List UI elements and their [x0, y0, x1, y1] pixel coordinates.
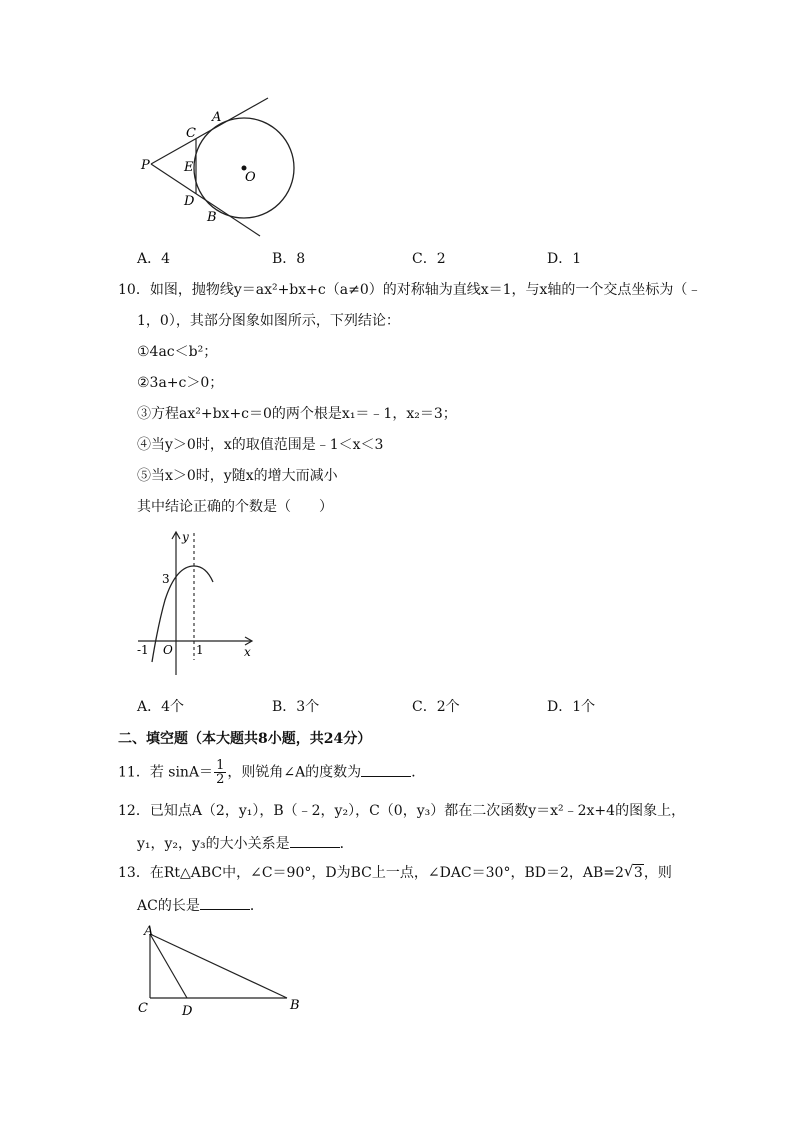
- q13-line1-prefix: 13．在Rt△ABC中，∠C＝90°，D为BC上一点，∠DAC＝30°，BD＝2，AB=2: [118, 865, 624, 881]
- x-label: x: [244, 645, 251, 659]
- q11-denominator: 2: [216, 772, 225, 787]
- q10-statement-5: ⑤当x＞0时，y随x的增大而减小: [137, 468, 338, 484]
- q13-sqrt-value: 3: [633, 865, 643, 881]
- q11-suffix: ，则锐角∠A的度数为: [227, 764, 362, 781]
- q11-line: [118, 759, 425, 789]
- q10-option-c[interactable]: C．2个: [412, 699, 460, 715]
- tick-1-label: 1: [196, 643, 204, 657]
- q12-line1: 12．已知点A（2，y₁），B（﹣2，y₂），C（0，y₃）都在二次函数y＝x²﹣2x+4的图象上，: [118, 803, 686, 819]
- q11-answer-blank[interactable]: [361, 762, 411, 777]
- q10-stem-line2: 1，0），其部分图象如图所示，下列结论：: [137, 313, 400, 329]
- q10-statement-4: ④当y＞0时，x的取值范围是﹣1＜x＜3: [137, 437, 384, 453]
- origin-label: O: [163, 643, 173, 657]
- q10-parabola-graph: [130, 525, 260, 680]
- q10-option-b[interactable]: B．3个: [272, 699, 320, 715]
- label-c: C: [186, 126, 196, 141]
- q11-end: ．: [411, 764, 426, 781]
- label-o: O: [245, 170, 256, 185]
- q13-sqrt: [624, 864, 644, 882]
- q10-statement-2: ②3a+c＞0；: [137, 375, 224, 391]
- q9-option-c[interactable]: C．2: [412, 251, 446, 267]
- q10-stem-line1: 10．如图，抛物线y＝ax²+bx+c（a≠0）的对称轴为直线x＝1，与x轴的一个交点坐标为（﹣: [118, 282, 702, 298]
- q11-fraction: [214, 759, 226, 786]
- label-a: A: [144, 924, 154, 939]
- q10-option-d[interactable]: D．1个: [547, 699, 596, 715]
- q13-line1-suffix: ，则: [643, 865, 672, 881]
- q13-line2: [137, 895, 264, 915]
- label-d: D: [184, 194, 195, 209]
- q9-option-a[interactable]: A．4: [137, 251, 171, 267]
- q13-triangle-figure: [130, 920, 310, 1020]
- label-e: E: [184, 160, 194, 175]
- q11-prefix: 11．若 sinA＝: [118, 764, 214, 781]
- q10-option-a[interactable]: A．4个: [137, 699, 185, 715]
- q12-line2-text: y₁，y₂，y₃的大小关系是: [137, 836, 290, 852]
- label-b: B: [290, 998, 300, 1013]
- tick-neg1-label: -1: [137, 643, 149, 657]
- q13-answer-blank[interactable]: [200, 895, 250, 910]
- sqrt-radical-sign: √: [623, 862, 634, 880]
- q9-circle-tangent-figure: [130, 90, 310, 245]
- q13-line1: [118, 864, 672, 882]
- q10-question: 其中结论正确的个数是（ ）: [137, 499, 333, 515]
- q13-end: ．: [249, 898, 264, 914]
- label-p: P: [141, 158, 150, 173]
- label-c: C: [138, 1001, 148, 1016]
- q11-numerator: 1: [216, 758, 225, 773]
- q12-answer-blank[interactable]: [290, 833, 340, 848]
- q13-line2-text: AC的长是: [137, 898, 200, 914]
- label-a: A: [212, 110, 222, 125]
- q10-statement-3: ③方程ax²+bx+c＝0的两个根是x₁＝﹣1，x₂＝3；: [137, 406, 457, 422]
- label-d: D: [182, 1004, 193, 1019]
- q12-line2: [137, 833, 354, 853]
- segment-ad: [150, 934, 187, 998]
- q9-option-b[interactable]: B．8: [272, 251, 306, 267]
- q12-end: ．: [339, 836, 354, 852]
- side-ab: [150, 934, 287, 998]
- section-2-title: 二、填空题（本大题共8小题，共24分）: [118, 731, 372, 747]
- y-label: y: [182, 530, 189, 544]
- label-b: B: [207, 210, 217, 225]
- tick-3-label: 3: [162, 572, 170, 586]
- q9-option-d[interactable]: D．1: [547, 251, 582, 267]
- q10-statement-1: ①4ac＜b²；: [137, 344, 218, 360]
